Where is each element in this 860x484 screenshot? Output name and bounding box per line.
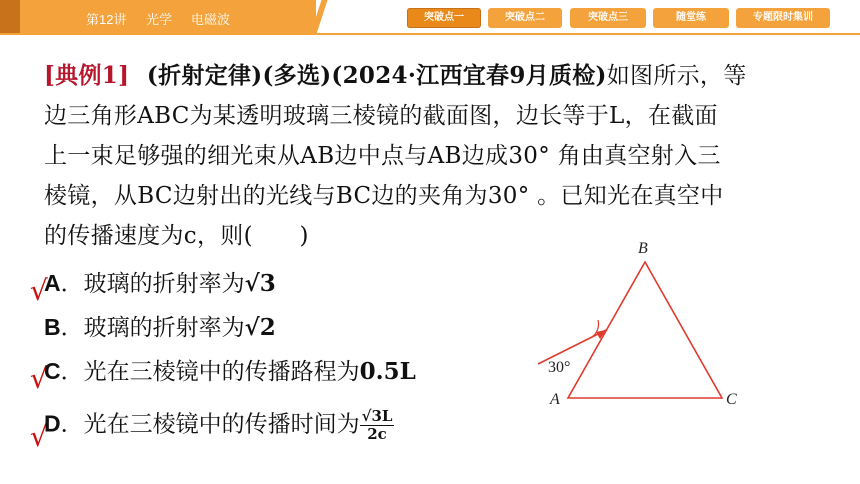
tab-breakthrough-1[interactable]: 突破点一 — [407, 8, 481, 28]
option-c-math: 0.5L — [359, 358, 416, 385]
option-a-letter: A — [44, 270, 61, 296]
option-b-math: √2 — [244, 314, 276, 341]
option-b-text: ．玻璃的折射率为 — [60, 315, 245, 341]
option-c-text: ．光在三棱镜中的传播路程为 — [60, 359, 360, 385]
answer-check-d: √ — [30, 420, 48, 453]
question-line-5: 的传播速度为c，则( ) — [44, 223, 309, 249]
prism-triangle — [568, 262, 722, 398]
answer-check-c: √ — [30, 362, 48, 395]
question-category: (折射定律)(多选)(2024·江西宜春9月质检) — [146, 62, 607, 89]
option-c[interactable] — [44, 356, 416, 387]
option-d-letter: D — [44, 410, 61, 437]
option-d-denominator: 2c — [367, 425, 387, 443]
header-underline — [0, 33, 860, 35]
option-d-fraction — [360, 408, 395, 443]
question-line-3: 上一束足够强的细光束从AB边中点与AB边成30° 角由真空射入三 — [44, 143, 721, 169]
example-tag: [典例1] — [44, 62, 130, 89]
breadcrumb-topic-2: 电磁波 — [191, 12, 231, 27]
prism-diagram — [534, 236, 754, 416]
question-line-1 — [44, 56, 826, 96]
header-accent — [0, 0, 20, 34]
option-d-text: ．光在三棱镜中的传播时间为 — [60, 411, 360, 438]
tab-breakthrough-2[interactable]: 突破点二 — [488, 8, 562, 28]
question-stem — [44, 56, 826, 256]
breadcrumb-lesson: 第12讲 — [86, 12, 127, 27]
tab-in-class-practice[interactable]: 随堂练 — [653, 8, 729, 28]
header-bar — [0, 0, 860, 34]
option-a-math: √3 — [244, 270, 276, 297]
question-line-4: 棱镜，从BC边射出的光线与BC边的夹角为30° 。已知光在真空中 — [44, 183, 724, 209]
vertex-b-label: B — [638, 240, 648, 257]
question-line-2: 边三角形ABC为某透明玻璃三棱镜的截面图，边长等于L，在截面 — [44, 103, 718, 129]
tab-breakthrough-3[interactable]: 突破点三 — [570, 8, 646, 28]
option-c-letter: C — [44, 358, 61, 384]
vertex-a-label: A — [550, 391, 560, 408]
incidence-angle-label: 30° — [548, 359, 571, 376]
option-b[interactable] — [44, 312, 276, 343]
option-b-letter: B — [44, 314, 61, 340]
option-a-text: ．玻璃的折射率为 — [60, 271, 245, 297]
answer-check-a: √ — [30, 274, 48, 307]
tab-timed-training[interactable]: 专题限时集训 — [736, 8, 830, 28]
option-d[interactable] — [44, 408, 394, 443]
question-line-1-rest: 如图所示，等 — [606, 63, 747, 89]
option-a[interactable] — [44, 268, 276, 299]
breadcrumb-topic-1: 光学 — [146, 12, 173, 27]
vertex-c-label: C — [726, 391, 737, 408]
option-d-numerator: √3L — [361, 407, 393, 425]
